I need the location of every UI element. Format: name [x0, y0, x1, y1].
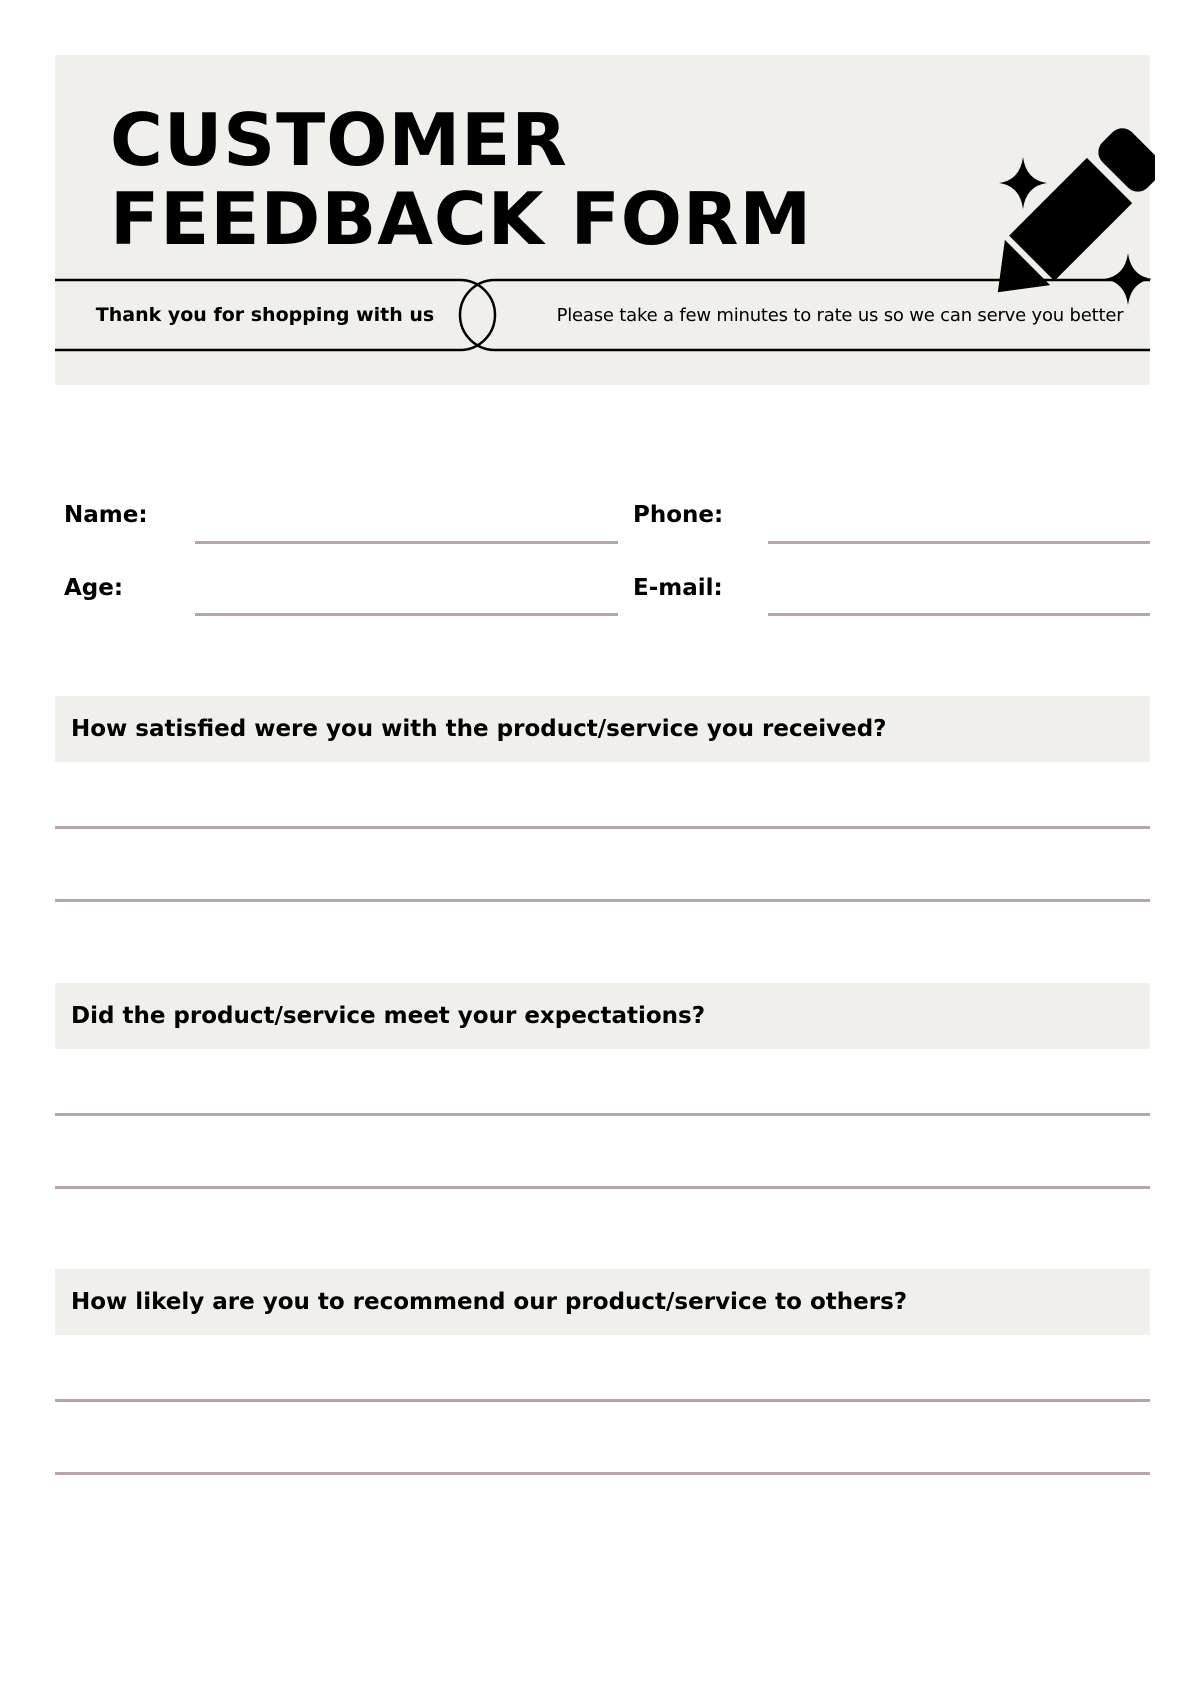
question-2-answer-line-2[interactable] — [55, 1186, 1150, 1189]
name-label: Name: — [64, 502, 148, 528]
question-1-answer-line-1[interactable] — [55, 826, 1150, 829]
thank-you-text: Thank you for shopping with us — [95, 304, 435, 326]
question-1-bar — [55, 696, 1150, 762]
email-label: E-mail: — [633, 575, 723, 601]
form-header — [55, 55, 1150, 385]
question-2-text: Did the product/service meet your expectations? — [71, 1003, 706, 1029]
question-3-bar — [55, 1269, 1150, 1335]
age-field[interactable] — [195, 613, 618, 616]
rate-us-text: Please take a few minutes to rate us so we can serve you better — [556, 304, 1124, 326]
form-title-line-2: FEEDBACK FORM — [110, 177, 813, 261]
question-2-bar — [55, 983, 1150, 1049]
form-title-line-1: CUSTOMER — [110, 98, 568, 182]
question-1-answer-line-2[interactable] — [55, 899, 1150, 902]
email-field[interactable] — [768, 613, 1150, 616]
question-2-answer-line-1[interactable] — [55, 1113, 1150, 1116]
question-3-answer-line-1[interactable] — [55, 1399, 1150, 1402]
question-3-answer-line-2[interactable] — [55, 1472, 1150, 1475]
phone-field[interactable] — [768, 541, 1150, 544]
question-3-text: How likely are you to recommend our product/service to others? — [71, 1289, 908, 1315]
question-1-text: How satisfied were you with the product/service you received? — [71, 716, 887, 742]
name-field[interactable] — [195, 541, 618, 544]
phone-label: Phone: — [633, 502, 724, 528]
age-label: Age: — [64, 575, 124, 601]
